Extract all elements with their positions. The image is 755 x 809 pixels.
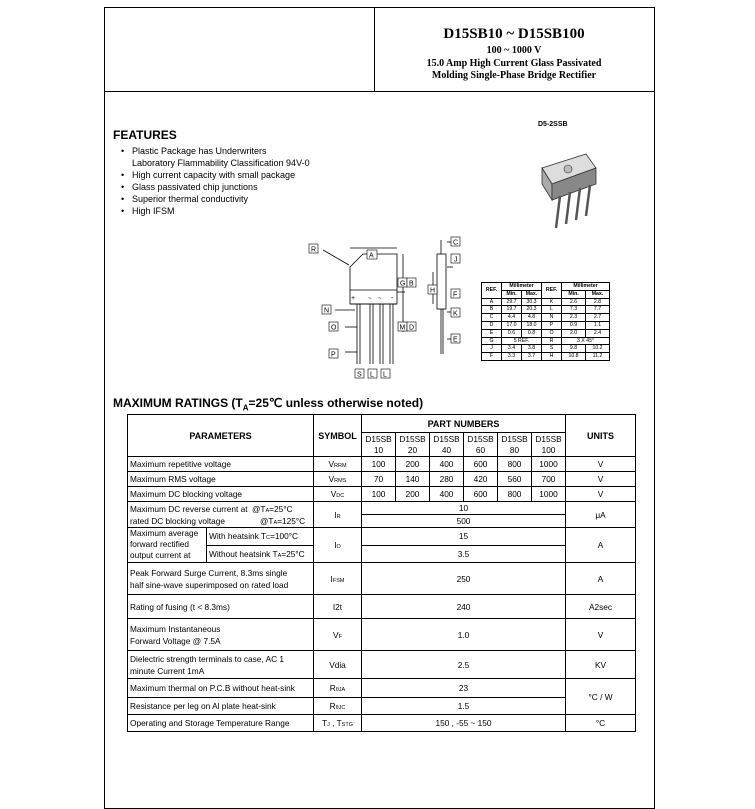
- feature-item: Laboratory Flammability Classification 94V-0: [132, 158, 310, 168]
- row-temperature: Operating and Storage Temperature Range TJ , TSTG 150 , -55 ~ 150 °C: [128, 715, 636, 732]
- label-H: H: [430, 287, 436, 295]
- package-label: D5-2SSB: [538, 121, 568, 128]
- row-dielectric: Dielectric strength terminals to case, AC 1 minute Current 1mA Vdia 2.5 KV: [128, 651, 636, 679]
- row-thermal-ja: Maximum thermal on P.C.B without heat-sink RθJA 23 °C / W: [128, 679, 636, 698]
- bullet: •: [121, 170, 125, 180]
- feature-item: • High IFSM: [121, 206, 175, 216]
- dim-row: G 5 REF. R 3 X 45°: [482, 337, 610, 345]
- row-dc-blocking-voltage: Maximum DC blocking voltage VDC 100 200 400 600 800 1000 V: [128, 487, 636, 502]
- feature-item: • Glass passivated chip junctions: [121, 182, 258, 192]
- header-bottom-rule: [104, 91, 654, 92]
- label-C: C: [453, 239, 459, 247]
- feature-item: • Superior thermal conductivity: [121, 194, 249, 204]
- label-E: E: [453, 336, 458, 344]
- row-forward-voltage: Maximum Instantaneous Forward Voltage @ 7.5A VF 1.0 V: [128, 619, 636, 651]
- label-A: A: [369, 252, 374, 260]
- dimension-table: REF. Millimeter REF. Millimeter Min. Max. Min. Max. A 29.7 30.3 K 2.6 2.8 B 19.7 20.3 L 7.3 7.7 C 4.4 4.8 N 2.3 2.7 D 17.0 18.0 P 0.9 1.1 E 0.6 0.8 O 2.0 2.4 G 5 REF. R 3 X 45° J 3.4 3.8 S 9.8 10.2 F 3.3 3.7 H 10.8 11.2: [481, 282, 610, 361]
- features-heading: FEATURES: [113, 128, 177, 142]
- label-G: G: [400, 280, 406, 288]
- dim-row: F 3.3 3.7 H 10.8 11.2: [482, 353, 610, 361]
- label-L2: L: [383, 371, 387, 379]
- label-R: R: [311, 246, 317, 254]
- part-title: D15SB10 ~ D15SB100: [443, 26, 585, 42]
- dim-row: E 0.6 0.8 O 2.0 2.4: [482, 329, 610, 337]
- row-rms-voltage: Maximum RMS voltage VRMS 70 140 280 420 560 700 V: [128, 472, 636, 487]
- label-L1: L: [370, 371, 374, 379]
- label-S: S: [357, 371, 362, 379]
- label-F: F: [453, 291, 458, 299]
- label-J: J: [454, 256, 458, 264]
- dim-ref-header-2: REF.: [542, 283, 562, 299]
- label-K: K: [453, 310, 458, 318]
- description-line-1: 15.0 Amp High Current Glass Passivated: [426, 58, 602, 69]
- bullet: •: [121, 146, 125, 156]
- dim-row: J 3.4 3.8 S 9.8 10.2: [482, 345, 610, 353]
- max-ratings-heading: MAXIMUM RATINGS ($T_A=25℃$ unless otherwise noted): [113, 396, 424, 413]
- dim-mm-header: Millimeter: [502, 283, 542, 291]
- header-part-numbers: PART NUMBERS: [362, 415, 566, 433]
- bullet: •: [121, 182, 125, 192]
- header-units: UNITS: [566, 415, 636, 457]
- voltage-range: 100 ~ 1000 V: [486, 45, 542, 56]
- pin-ac-1: ~: [368, 296, 372, 302]
- pin-plus: +: [351, 295, 356, 302]
- description-line-2: Molding Single-Phase Bridge Rectifier: [431, 70, 597, 81]
- label-B: B: [409, 280, 414, 288]
- row-reverse-current: Maximum DC reverse current at @TA=25°C rated DC blocking voltage @TA=125°C IR 10 μA: [128, 502, 636, 515]
- dim-row: D 17.0 18.0 P 0.9 1.1: [482, 321, 610, 329]
- header-parameters: PARAMETERS: [128, 415, 314, 457]
- dim-row: B 19.7 20.3 L 7.3 7.7: [482, 306, 610, 314]
- row-surge-current: Peak Forward Surge Current, 8.3ms single half sine-wave superimposed on rated load IFSM 250 A: [128, 563, 636, 595]
- outline-drawing: [305, 232, 475, 382]
- bullet: •: [121, 206, 125, 216]
- label-D: D: [409, 324, 415, 332]
- pin-minus: -: [391, 295, 394, 302]
- label-N: N: [324, 307, 330, 315]
- dim-ref-header: REF.: [482, 283, 502, 299]
- max-ratings-table: PARAMETERS SYMBOL PART NUMBERS UNITS D15SB D15SB D15SB D15SB D15SB D15SB 10 20 40 60 80 100 Maximum repetitive voltage VRRM 100 200 400 600 800 1000 V Maximum RMS voltage VRMS 70 140 280 420 560 700 V Maximum DC blocking voltage VDC 100 200 400 600 800 1000 V Maximum DC reverse current at @TA=25°C rated DC blocking voltage @TA=125°C IR 10 μA 500 Maximum average forward rectified output current at With heatsink TC=100°C Without heatsink TA=25°C IO 15 A 3.5 Peak Forward Surge Current, 8.3ms single half sine-wave superimposed on rated load IFSM 250 A Rating of fusing (t < 8.3ms) I2t 240 A2sec Maximum Instantaneous Forward Voltage @ 7.5A VF 1.0 V Dielectric strength terminals to case, AC 1 minute Current 1mA Vdia 2.5 KV Maximum thermal on P.C.B without heat-sink RθJA 23 °C / W Resistance per leg on Al plate heat-sink RθJC 1.5 Operating and Storage Temperature Range TJ , TSTG 150 , -55 ~ 150 °C: [127, 414, 636, 732]
- header-symbol: SYMBOL: [314, 415, 362, 457]
- label-P: P: [331, 351, 336, 359]
- package-illustration: [520, 140, 620, 235]
- dim-row: A 29.7 30.3 K 2.6 2.8: [482, 298, 610, 306]
- feature-item: • Plastic Package has Underwriters: [121, 146, 267, 156]
- row-thermal-jc: Resistance per leg on Al plate heat-sink RθJC 1.5: [128, 698, 636, 715]
- row-repetitive-voltage: Maximum repetitive voltage VRRM 100 200 400 600 800 1000 V: [128, 457, 636, 472]
- dim-row: C 4.4 4.8 N 2.3 2.7: [482, 314, 610, 322]
- row-average-current: Maximum average forward rectified output current at With heatsink TC=100°C Without heatsink TA=25°C IO 15 A: [128, 528, 636, 546]
- pin-ac-2: ~: [378, 296, 382, 302]
- features-list: [121, 145, 310, 217]
- label-O: O: [331, 324, 337, 332]
- row-fusing: Rating of fusing (t < 8.3ms) I2t 240 A2sec: [128, 595, 636, 619]
- label-M: M: [399, 324, 406, 332]
- bullet: •: [121, 194, 125, 204]
- dim-mm-header-2: Millimeter: [562, 283, 610, 291]
- feature-item: • High current capacity with small package: [121, 170, 296, 180]
